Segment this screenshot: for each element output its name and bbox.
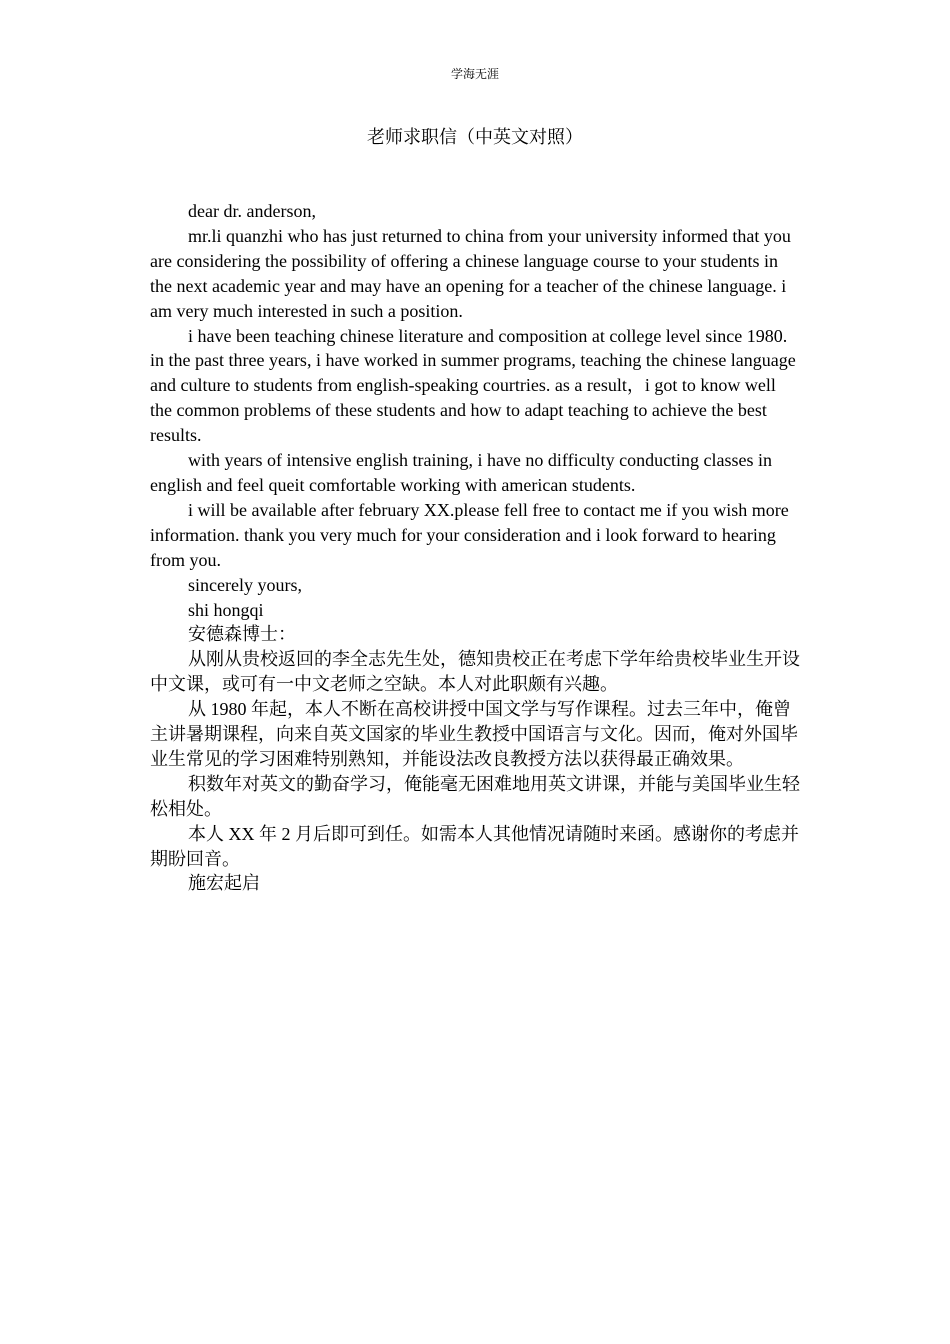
paragraph-en-1: mr.li quanzhi who has just returned to china from your university informed that you are considering the possibility of offering a chinese language course to your students in the next academic year and may have an opening for a teacher of the chinese language. i am very much interested in such a position. <box>150 225 791 321</box>
paragraph-zh-4: 本人 XX 年 2 月后即可到任。如需本人其他情况请随时来函。感谢你的考虑并期盼回音。 <box>150 823 799 869</box>
signature-en: shi hongqi <box>188 599 264 620</box>
document-title: 老师求职信（中英文对照） <box>367 127 583 147</box>
closing-en: sincerely yours, <box>188 574 302 595</box>
paragraph-zh-3: 积数年对英文的勤奋学习，俺能毫无困难地用英文讲课，并能与美国毕业生轻松相处。 <box>150 773 800 819</box>
paragraph-zh-2: 从 1980 年起，本人不断在高校讲授中国文学与写作课程。过去三年中，俺曾主讲暑期课程，向来自英文国家的毕业生教授中国语言与文化。因而，俺对外国毕业生常见的学习困难特别熟知，并能设法改良教授方法以获得最正确效果。 <box>150 699 798 769</box>
signature-zh: 施宏起启 <box>188 873 260 894</box>
letter-body <box>150 199 800 896</box>
paragraph-en-3: with years of intensive english training, i have no difficulty conducting classes in english and feel queit comfortable working with american students. <box>150 450 773 495</box>
salutation-zh: 安德森博士： <box>188 624 296 645</box>
paragraph-zh-1: 从刚从贵校返回的李全志先生处，德知贵校正在考虑下学年给贵校毕业生开设中文课，或可有一中文老师之空缺。本人对此职颇有兴趣。 <box>150 649 800 695</box>
paragraph-en-4: i will be available after february XX.please fell free to contact me if you wish more information. thank you very much for your consideration and i look forward to hearing from you. <box>150 499 789 570</box>
salutation-en: dear dr. anderson, <box>188 201 316 221</box>
page-header: 学海无涯 <box>450 67 499 81</box>
paragraph-en-2: i have been teaching chinese literature and composition at college level since 1980. in the past three years, i have worked in summer programs, teaching the chinese language and culture to students from english-speaking courtries. as a result，i got to know well the common problems of these students and how to adapt teaching to achieve the best results. <box>150 325 796 446</box>
